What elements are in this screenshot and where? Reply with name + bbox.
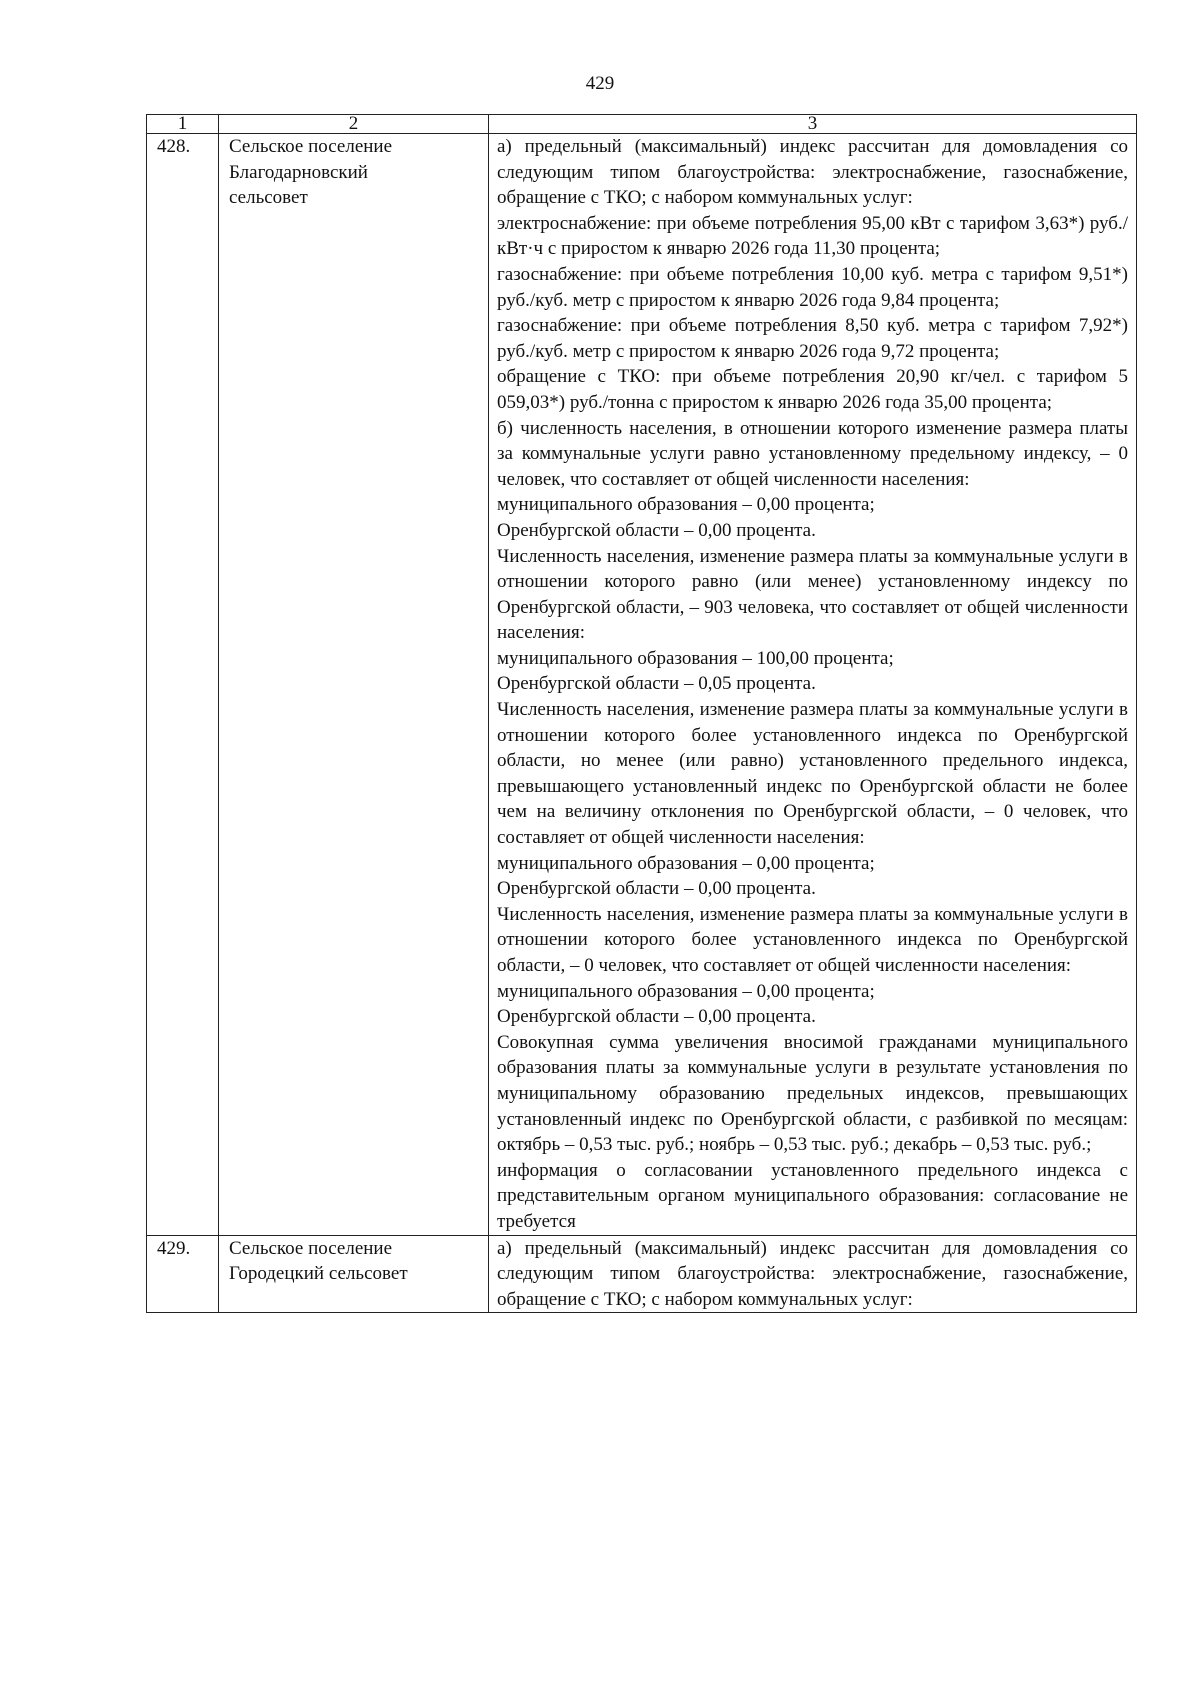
row-number: 429.	[147, 1235, 219, 1313]
description-paragraph: б) численность населения, в отношении которого изменение размера платы за коммунальные услуги равно установленному предельному индексу, – 0 человек, что составляет от общей численности населения:	[497, 417, 1128, 490]
description-paragraph: муниципального образования – 0,00 процента;	[497, 494, 875, 516]
column-header: 3	[489, 115, 1137, 134]
table-header-row	[147, 115, 1137, 134]
page-number: 429	[585, 73, 615, 94]
description-paragraph: информация о согласовании установленного предельного индекса с представительным органом муниципального образования: согласование не требуется	[497, 1159, 1128, 1232]
index-description	[489, 134, 1137, 1236]
description-paragraph: муниципального образования – 100,00 процента;	[497, 647, 894, 669]
description-paragraph: Оренбургской области – 0,00 процента.	[497, 1006, 816, 1028]
municipality-name: Сельское поселение Городецкий сельсовет	[219, 1235, 489, 1313]
table-row	[147, 1235, 1137, 1313]
description-paragraph: муниципального образования – 0,00 процента;	[497, 852, 875, 874]
description-paragraph: обращение с ТКО: при объеме потребления 20,90 кг/чел. с тарифом 5 059,03*) руб./тонна с приростом к январю 2026 года 35,00 процента;	[497, 366, 1128, 413]
description-paragraph: Численность населения, изменение размера платы за коммунальные услуги в отношении которого более установленного индекса по Оренбургской области, – 0 человек, что составляет от общей численности населения:	[497, 903, 1128, 976]
column-header: 1	[147, 115, 219, 134]
description-paragraph: газоснабжение: при объеме потребления 8,50 куб. метра с тарифом 7,92*) руб./куб. метр с приростом к январю 2026 года 9,72 процента;	[497, 315, 1128, 362]
description-paragraph: газоснабжение: при объеме потребления 10,00 куб. метра с тарифом 9,51*) руб./куб. метр с приростом к январю 2026 года 9,84 процента;	[497, 263, 1128, 311]
column-header: 2	[219, 115, 489, 134]
description-paragraph: а) предельный (максимальный) индекс рассчитан для домовладения со следующим типом благоустройства: электроснабжение, газоснабжение, обращение с ТКО; с набором коммунальных услуг:	[497, 136, 1128, 209]
description-paragraph: Численность населения, изменение размера платы за коммунальные услуги в отношении которого более установленного индекса по Оренбургской области, но менее (или равно) установленного предельного индекса, превышающего установленный индекс по Оренбургской области не более чем на величину отклонения по Оренбургской области, – 0 человек, что составляет от общей численности населения:	[497, 699, 1128, 849]
row-number: 428.	[147, 134, 219, 1236]
index-description	[489, 1235, 1137, 1313]
municipality-name: Сельское поселение Благодарновский сельсовет	[219, 134, 489, 1236]
tariff-table	[146, 114, 1137, 1313]
description-paragraph: Совокупная сумма увеличения вносимой гражданами муниципального образования платы за коммунальные услуги в результате установления по муниципальному образованию предельных индексов, превышающих установленный индекс по Оренбургской области, с разбивкой по месяцам: октябрь – 0,53 тыс. руб.; ноябрь – 0,53 тыс. руб.; декабрь – 0,53 тыс. руб.;	[497, 1031, 1128, 1156]
description-paragraph: Численность населения, изменение размера платы за коммунальные услуги в отношении которого равно (или менее) установленному индексу по Оренбургской области, – 903 человека, что составляет от общей численности населения:	[497, 545, 1128, 644]
description-paragraph: Оренбургской области – 0,00 процента.	[497, 519, 816, 541]
description-paragraph: а) предельный (максимальный) индекс рассчитан для домовладения со следующим типом благоустройства: электроснабжение, газоснабжение, обращение с ТКО; с набором коммунальных услуг:	[497, 1237, 1128, 1310]
table-row	[147, 134, 1137, 1236]
description-paragraph: Оренбургской области – 0,00 процента.	[497, 878, 816, 900]
description-paragraph: электроснабжение: при объеме потребления 95,00 кВт с тарифом 3,63*) руб./кВт·ч с приростом к январю 2026 года 11,30 процента;	[497, 212, 1128, 260]
description-paragraph: Оренбургской области – 0,05 процента.	[497, 673, 816, 695]
description-paragraph: муниципального образования – 0,00 процента;	[497, 980, 875, 1002]
